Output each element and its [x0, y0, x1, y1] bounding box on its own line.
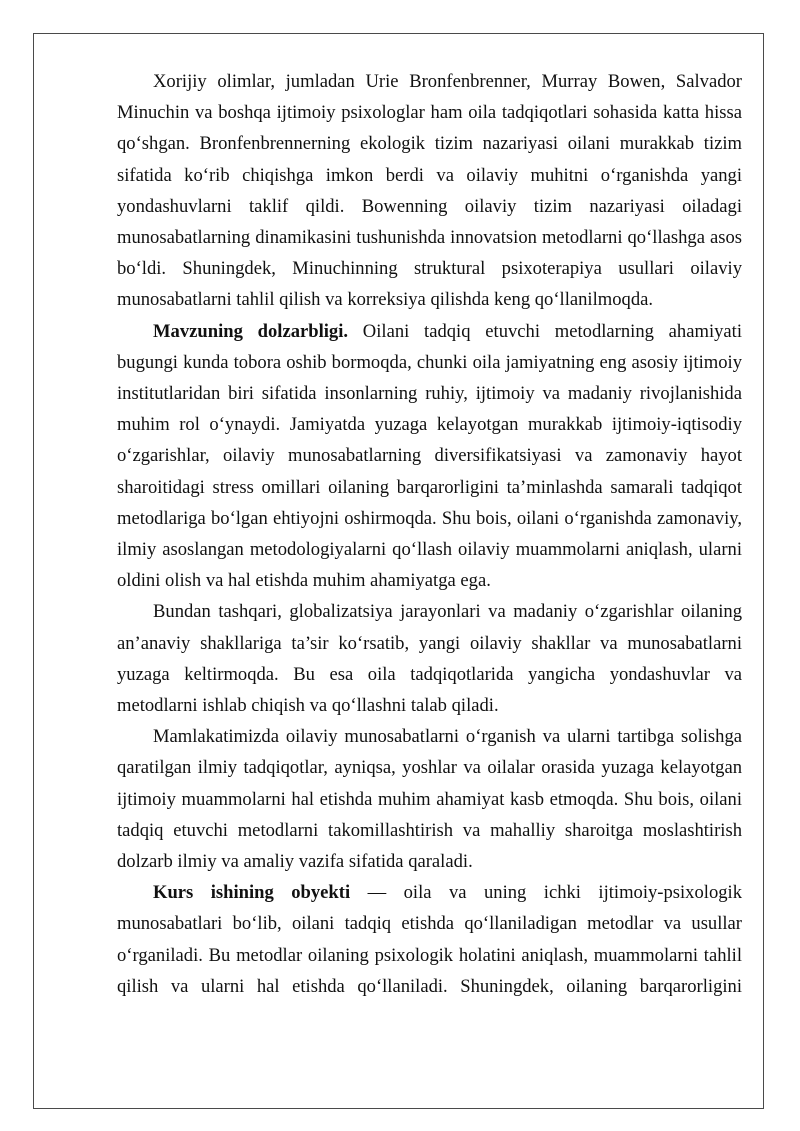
- document-body: [117, 66, 742, 1002]
- paragraph-globalization: [117, 596, 742, 721]
- paragraph-text: Mamlakatimizda oilaviy munosabatlarni o‘rganish va ularni tartibga solishga qaratilgan ilmiy tadqiqotlar, ayniqsa, yoshlar va oilalar orasida yuzaga kelayotgan ijtimoiy muammolarni hal etishda muhim ahamiyat kasb etmoqda. Shu bois, oilani tadqiq etuvchi metodlarni takomillashtirish va mahalliy sharoitga moslashtirish dolzarb ilmiy va amaliy vazifa sifatida qaraladi.: [117, 726, 742, 873]
- paragraph-foreign-scholars: [117, 66, 742, 316]
- paragraph-text: Xorijiy olimlar, jumladan Urie Bronfenbrenner, Murray Bowen, Salvador Minuchin va boshqa ijtimoiy psixologlar ham oila tadqiqotlari sohasida katta hissa qo‘shgan. Bronfenbrennerning ekologik tizim nazariyasi oilani murakkab tizim sifatida ko‘rib chiqishga imkon berdi va oilaviy muhitni o‘rganishda yangi yondashuvlarni taklif qildi. Bowenning oilaviy tizim nazariyasi oiladagi munosabatlarning dinamikasini tushunishda innovatsion metodlarni qo‘llashga asos bo‘ldi. Shuningdek, Minuchinning struktural psixoterapiya usullari oilaviy munosabatlarni tahlil qilish va korreksiya qilishda keng qo‘llanilmoqda.: [117, 71, 742, 311]
- paragraph-text: Oilani tadqiq etuvchi metodlarning ahamiyati bugungi kunda tobora oshib bormoqda, chunki oila jamiyatning eng asosiy ijtimoiy institutlaridan biri sifatida insonlarning ruhiy, ijtimoiy va madaniy rivojlanishida muhim rol o‘ynaydi. Jamiyatda yuzaga kelayotgan murakkab ijtimoiy-iqtisodiy o‘zgarishlar, oilaviy munosabatlarning diversifikatsiyasi va zamonaviy hayot sharoitidagi stress omillari oilaning barqarorligini ta’minlashda samarali tadqiqot metodlariga bo‘lgan ehtiyojni oshirmoqda. Shu bois, oilani o‘rganishda zamonaviy, ilmiy asoslangan metodologiyalarni qo‘llash oilaviy muammolarni aniqlash, ularni oldini olish va hal etishda muhim ahamiyatga ega.: [117, 320, 742, 592]
- paragraph-text: — oila va uning ichki ijtimoiy-psixologik munosabatlari bo‘lib, oilani tadqiq etishda qo‘llaniladigan metodlar va usullar o‘rganiladi. Bu metodlar oilaning psixologik holatini aniqlash, muammolarni tahlil qilish va ularni hal etishda qo‘llaniladi. Shuningdek, oilaning barqarorligini: [117, 882, 742, 997]
- paragraph-relevance: [117, 316, 742, 597]
- paragraph-national-research: [117, 721, 742, 877]
- paragraph-lead: Mavzuning dolzarbligi.: [153, 320, 349, 342]
- paragraph-object: [117, 877, 742, 1002]
- paragraph-lead: Kurs ishining obyekti: [153, 882, 351, 904]
- paragraph-text: Bundan tashqari, globalizatsiya jarayonlari va madaniy o‘zgarishlar oilaning an’anaviy shakllariga ta’sir ko‘rsatib, yangi oilaviy shakllar va munosabatlarni yuzaga keltirmoqda. Bu esa oila tadqiqotlarida yangicha yondashuvlar va metodlarni ishlab chiqish va qo‘llashni talab qiladi.: [117, 601, 742, 717]
